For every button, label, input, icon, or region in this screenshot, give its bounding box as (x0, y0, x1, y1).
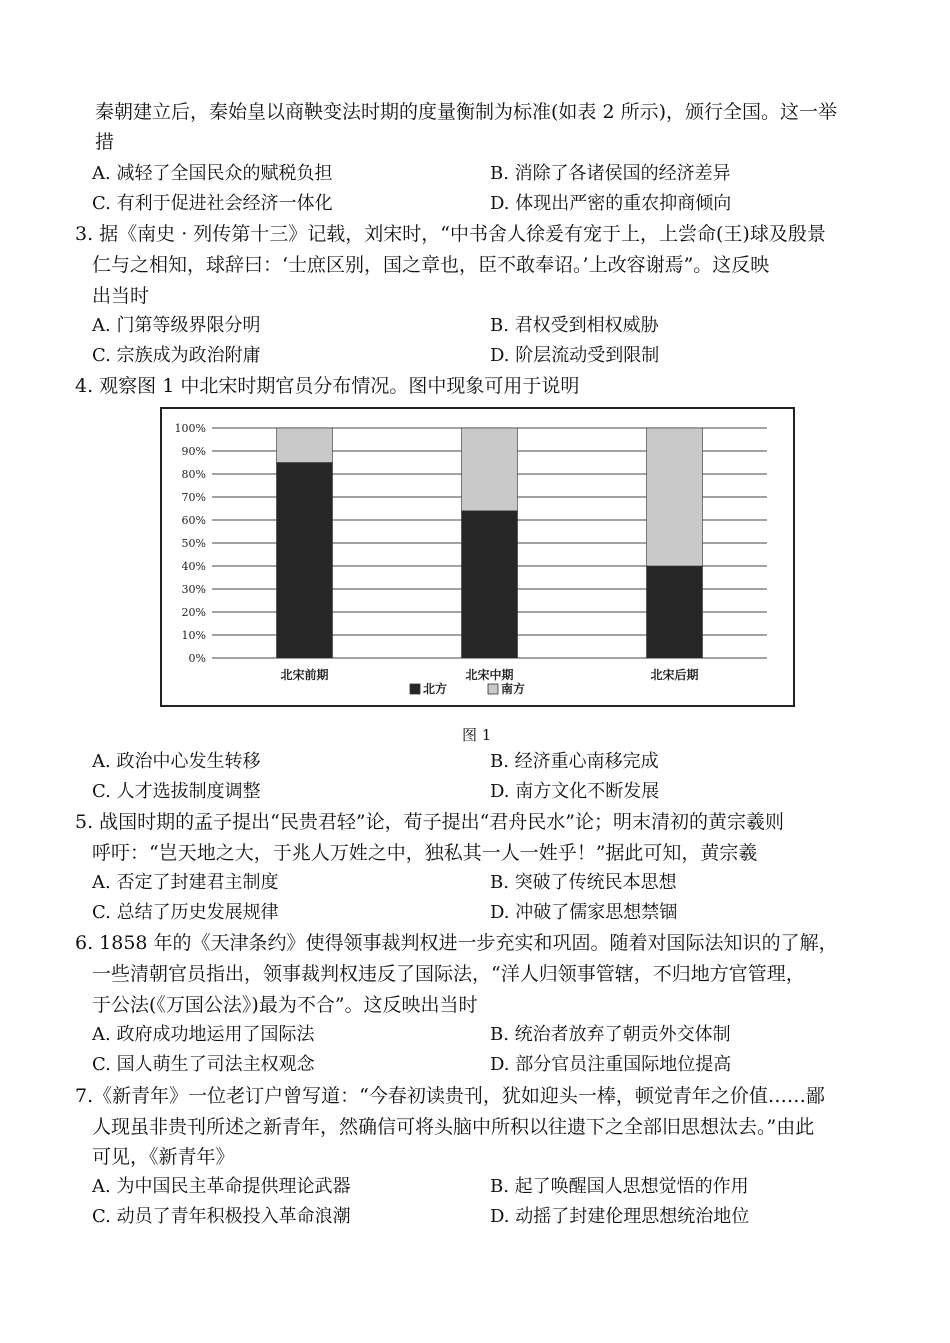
q5-option-c: C. 总结了历史发展规律 (92, 902, 279, 923)
q5-option-a: A. 否定了封建君主制度 (92, 872, 279, 893)
y-tick-label: 70% (181, 491, 206, 504)
y-tick-label: 50% (181, 537, 206, 550)
stacked-bar-chart (162, 409, 793, 705)
q2-option-d: D. 体现出严密的重农抑商倾向 (490, 193, 732, 214)
bar-segment (277, 463, 333, 659)
q2-stem-line1: 秦朝建立后，秦始皇以商鞅变法时期的度量衡制为标准(如表 2 所示)，颁行全国。这一举 (95, 101, 837, 123)
q6-option-d: D. 部分官员注重国际地位提高 (490, 1054, 732, 1075)
legend (410, 681, 525, 696)
bar-segment (647, 566, 703, 658)
q6-option-a: A. 政府成功地运用了国际法 (92, 1024, 315, 1045)
q5-option-b: B. 突破了传统民本思想 (490, 872, 677, 893)
q6-stem-line1: 6. 1858 年的《天津条约》使得领事裁判权进一步充实和巩固。随着对国际法知识的了解， (75, 932, 838, 954)
y-axis-ticks (175, 422, 206, 665)
q2-option-b: B. 消除了各诸侯国的经济差异 (490, 163, 731, 184)
q2-option-c: C. 有利于促进社会经济一体化 (92, 193, 333, 214)
figure-1-chart (160, 407, 795, 707)
q4-option-d: D. 南方文化不断发展 (490, 781, 660, 802)
x-axis-labels (280, 667, 698, 682)
q4-option-a: A. 政治中心发生转移 (92, 751, 261, 772)
q7-option-c: C. 动员了青年积极投入革命浪潮 (92, 1206, 351, 1227)
y-tick-label: 80% (181, 468, 206, 481)
x-category-label: 北宋后期 (650, 668, 699, 682)
y-tick-label: 100% (174, 422, 206, 435)
x-category-label: 北宋中期 (465, 668, 514, 682)
q3-option-a: A. 门第等级界限分明 (92, 315, 261, 336)
q4-option-c: C. 人才选拔制度调整 (92, 781, 261, 802)
x-category-label: 北宋前期 (280, 668, 329, 682)
q3-stem-line3: 出当时 (92, 285, 150, 307)
q7-option-d: D. 动摇了封建伦理思想统治地位 (490, 1206, 750, 1227)
q6-stem-line2: 一些清朝官员指出，领事裁判权违反了国际法，“洋人归领事管辖，不归地方官管理， (92, 963, 805, 985)
legend-swatch (410, 684, 420, 694)
q3-option-b: B. 君权受到相权威胁 (490, 315, 659, 336)
q5-stem-line2: 呼吁：“岂天地之大，于兆人万姓之中，独私其一人一姓乎！”据此可知，黄宗羲 (92, 842, 758, 864)
figure-caption: 图 1 (462, 726, 492, 744)
bar-segment (647, 428, 703, 566)
q4-option-b: B. 经济重心南移完成 (490, 751, 659, 772)
y-tick-label: 20% (181, 606, 206, 619)
y-tick-label: 10% (181, 629, 206, 642)
q7-option-a: A. 为中国民主革命提供理论武器 (92, 1176, 351, 1197)
y-tick-label: 90% (181, 445, 206, 458)
q5-option-d: D. 冲破了儒家思想禁锢 (490, 902, 678, 923)
legend-label: 北方 (423, 682, 448, 696)
bar-segment (462, 428, 518, 511)
q6-stem-line3: 于公法(《万国公法》)最为不合”。这反映出当时 (92, 994, 478, 1016)
y-tick-label: 40% (181, 560, 206, 573)
q2-option-a: A. 减轻了全国民众的赋税负担 (92, 163, 333, 184)
q7-option-b: B. 起了唤醒国人思想觉悟的作用 (490, 1176, 749, 1197)
y-tick-label: 60% (181, 514, 206, 527)
y-tick-label: 30% (181, 583, 206, 596)
bar-segment (277, 428, 333, 463)
q5-stem-line1: 5. 战国时期的孟子提出“民贵君轻”论，荀子提出“君舟民水”论；明末清初的黄宗羲则 (75, 811, 785, 833)
q4-stem-line1: 4. 观察图 1 中北宋时期官员分布情况。图中现象可用于说明 (75, 375, 580, 397)
q3-stem-line2: 仁与之相知，球辞曰：‘士庶区别，国之章也，臣不敢奉诏。’上改容谢焉”。这反映 (92, 254, 770, 276)
legend-label: 南方 (501, 682, 526, 696)
q7-stem-line3: 可见，《新青年》 (92, 1146, 235, 1168)
q7-stem-line2: 人现虽非贵刊所述之新青年，然确信可将头脑中所积以往遗下之全部旧思想汰去。”由此 (92, 1116, 815, 1138)
q3-stem-line1: 3. 据《南史 · 列传第十三》记载，刘宋时，“中书舍人徐爰有宠于上，上尝命(王)球及殷景 (75, 223, 826, 245)
q6-option-b: B. 统治者放弃了朝贡外交体制 (490, 1024, 731, 1045)
q2-stem-line2: 措 (95, 131, 115, 153)
q3-option-c: C. 宗族成为政治附庸 (92, 345, 261, 366)
q6-option-c: C. 国人萌生了司法主权观念 (92, 1054, 315, 1075)
y-tick-label: 0% (188, 652, 206, 665)
legend-swatch (488, 684, 498, 694)
bar-segment (462, 511, 518, 658)
q7-stem-line1: 7.《新青年》一位老订户曾写道：“今春初读贵刊，犹如迎头一棒，顿觉青年之价值……鄙 (75, 1085, 825, 1107)
q3-option-d: D. 阶层流动受到限制 (490, 345, 660, 366)
